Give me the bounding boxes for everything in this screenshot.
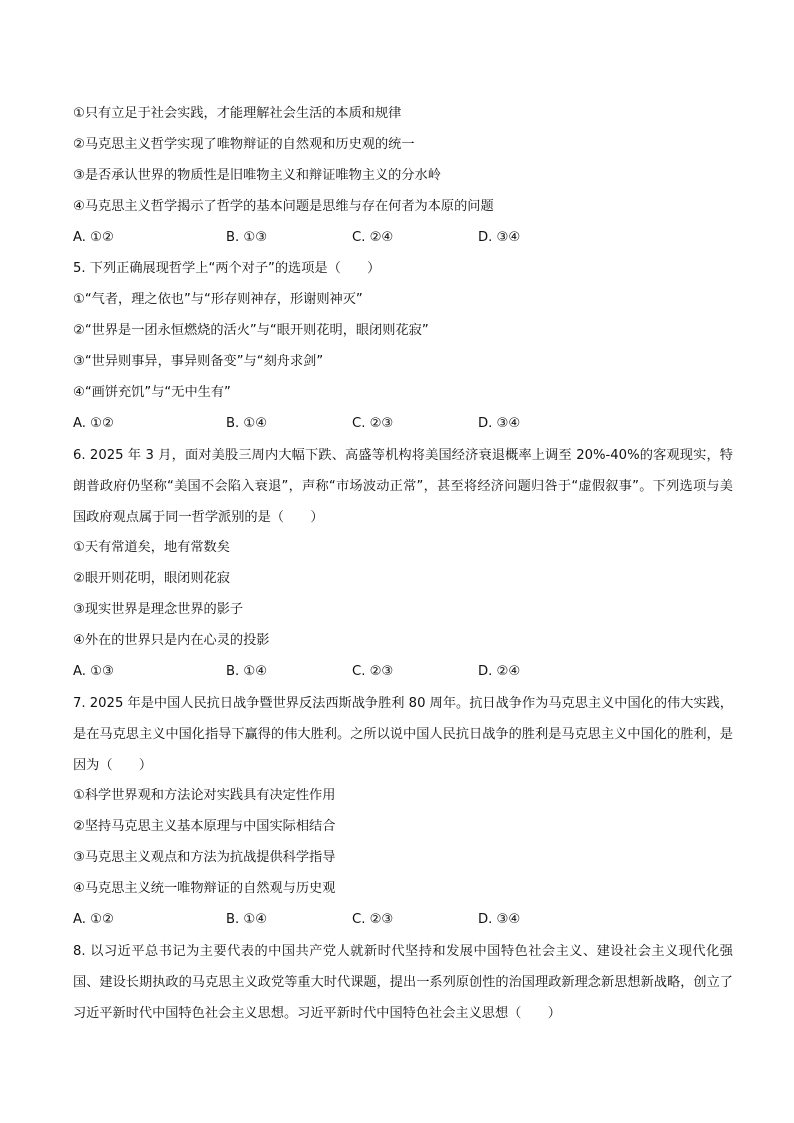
q5-option-a[interactable]: A. ①② bbox=[73, 416, 114, 431]
q7-item-2: ②坚持马克思主义基本原理与中国实际相结合 bbox=[73, 819, 336, 834]
q5-stem: 5. 下列正确展现哲学上“两个对子”的选项是（ ） bbox=[73, 261, 381, 276]
q6-item-3: ③现实世界是理念世界的影子 bbox=[73, 602, 244, 617]
q4-option-d[interactable]: D. ③④ bbox=[478, 230, 521, 245]
q7-item-1: ①科学世界观和方法论对实践具有决定性作用 bbox=[73, 788, 336, 803]
q6-option-b[interactable]: B. ①④ bbox=[226, 664, 268, 679]
q6-option-d[interactable]: D. ②④ bbox=[478, 664, 521, 679]
q4-item-3: ③是否承认世界的物质性是旧唯物主义和辩证唯物主义的分水岭 bbox=[73, 168, 441, 183]
q6-option-a[interactable]: A. ①③ bbox=[73, 664, 114, 679]
q6-item-1: ①天有常道矣，地有常数矣 bbox=[73, 540, 230, 555]
q4-item-1: ①只有立足于社会实践，才能理解社会生活的本质和规律 bbox=[73, 106, 402, 121]
q7-option-d[interactable]: D. ③④ bbox=[478, 912, 521, 927]
q5-item-4: ④“画饼充饥”与“无中生有” bbox=[73, 385, 231, 400]
q5-option-d[interactable]: D. ③④ bbox=[478, 416, 521, 431]
q4-item-2: ②马克思主义哲学实现了唯物辩证的自然观和历史观的统一 bbox=[73, 137, 415, 152]
q4-item-4: ④马克思主义哲学揭示了哲学的基本问题是思维与存在何者为本原的问题 bbox=[73, 199, 494, 214]
q8-stem: 8. 以习近平总书记为主要代表的中国共产党人就新时代坚持和发展中国特色社会主义、建设社会主义现代化强国、建设长期执政的马克思主义政党等重大时代课题，提出一系列原创性的治国理政新理念新思想新战略，创立了习近平新时代中国特色社会主义思想。习近平新时代中国特色社会主义思想（ ） bbox=[73, 944, 733, 1021]
q5-option-c[interactable]: C. ②③ bbox=[352, 416, 394, 431]
q7-stem: 7. 2025 年是中国人民抗日战争暨世界反法西斯战争胜利 80 周年。抗日战争作为马克思主义中国化的伟大实践，是在马克思主义中国化指导下赢得的伟大胜利。之所以说中国人民抗日战争的胜利是马克思主义中国化的胜利，是因为（ ） bbox=[73, 696, 733, 773]
q7-option-b[interactable]: B. ①④ bbox=[226, 912, 268, 927]
q6-option-c[interactable]: C. ②③ bbox=[352, 664, 394, 679]
q4-option-c[interactable]: C. ②④ bbox=[352, 230, 394, 245]
q6-item-2: ②眼开则花明，眼闭则花寂 bbox=[73, 571, 230, 586]
q4-option-b[interactable]: B. ①③ bbox=[226, 230, 268, 245]
q7-option-c[interactable]: C. ②③ bbox=[352, 912, 394, 927]
q5-option-b[interactable]: B. ①④ bbox=[226, 416, 268, 431]
q6-stem: 6. 2025 年 3 月，面对美股三周内大幅下跌、高盛等机构将美国经济衰退概率上调至 20%-40%的客观现实，特朗普政府仍坚称“美国不会陷入衰退”，声称“市场波动正常”，甚至将经济问题归咎于“虚假叙事”。下列选项与美国政府观点属于同一哲学派别的是（ ） bbox=[73, 448, 733, 525]
q7-option-a[interactable]: A. ①② bbox=[73, 912, 114, 927]
q6-item-4: ④外在的世界只是内在心灵的投影 bbox=[73, 633, 270, 648]
q4-option-a[interactable]: A. ①② bbox=[73, 230, 114, 245]
q5-item-2: ②“世界是一团永恒燃烧的活火”与“眼开则花明，眼闭则花寂” bbox=[73, 323, 429, 338]
q7-item-3: ③马克思主义观点和方法为抗战提供科学指导 bbox=[73, 850, 336, 865]
q7-item-4: ④马克思主义统一唯物辩证的自然观与历史观 bbox=[73, 881, 336, 896]
q5-item-1: ①“气者，理之依也”与“形存则神存，形谢则神灭” bbox=[73, 292, 363, 307]
q5-item-3: ③“世异则事异，事异则备变”与“刻舟求剑” bbox=[73, 354, 324, 369]
